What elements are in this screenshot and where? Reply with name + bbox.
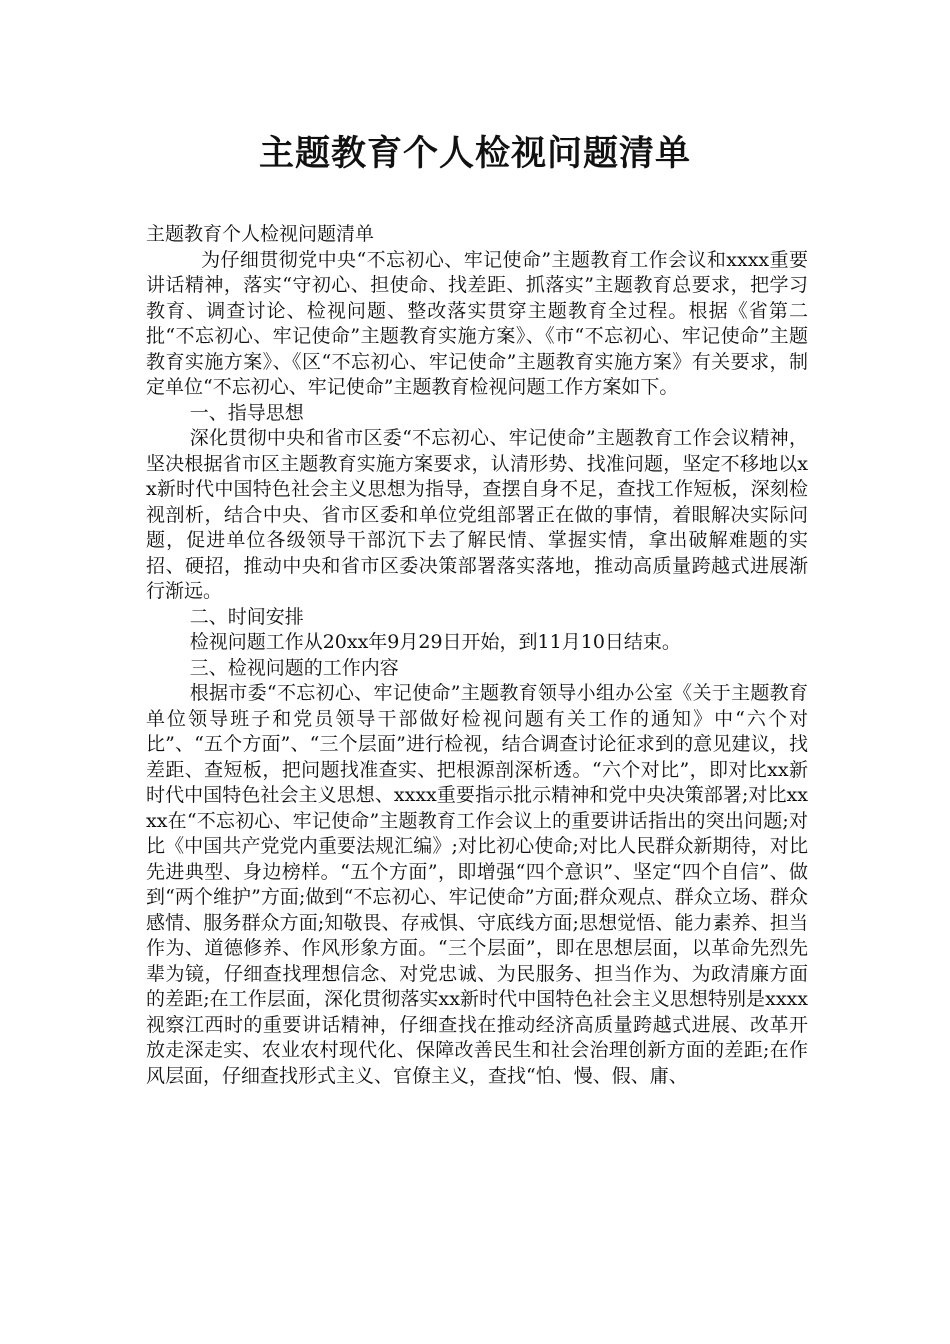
paragraph-intro: 为仔细贯彻党中央“不忘初心、牢记使命”主题教育工作会议和xxxx重要讲话精神，落实“守初心、担使命、找差距、抓落实”主题教育总要求，把学习教育、调查讨论、检视问题、整改落实贯穿主题教育全过程。根据《省第二批“不忘初心、牢记使命”主题教育实施方案》、《市“不忘初心、牢记使命”主题教育实施方案》、《区“不忘初心、牢记使命”主题教育实施方案》有关要求，制定单位“不忘初心、牢记使命”主题教育检视问题工作方案如下。 (146, 248, 808, 398)
paragraph-schedule: 检视问题工作从20xx年9月29日开始，到11月10日结束。 (189, 631, 681, 653)
section-heading-guiding-thought: 一、指导思想 (189, 401, 304, 424)
document-title: 主题教育个人检视问题清单 (258, 134, 691, 174)
document-subtitle: 主题教育个人检视问题清单 (146, 223, 375, 245)
paragraph-work-content: 根据市委“不忘初心、牢记使命”主题教育领导小组办公室《关于主题教育单位领导班子和党员领导干部做好检视问题有关工作的通知》中“六个对比”、“五个方面”、“三个层面”进行检视，结合调查讨论征求到的意见建议，找差距、查短板，把问题找准查实、把根源剖深析透。“六个对比”，即对比xx新时代中国特色社会主义思想、xxxx重要指示批示精神和党中央决策部署;对比xxxx在“不忘初心、牢记使命”主题教育工作会议上的重要讲话指出的突出问题;对比《中国共产党党内重要法规汇编》;对比初心使命;对比人民群众新期待，对比先进典型、身边榜样。“五个方面”，即增强“四个意识”、坚定“四个自信”、做到“两个维护”方面;做到“不忘初心、牢记使命”方面;群众观点、群众立场、群众感情、服务群众方面;知敬畏、存戒惧、守底线方面;思想觉悟、能力素养、担当作为、道德修养、作风形象方面。“三个层面”，即在思想层面，以革命先烈先辈为镜，仔细查找理想信念、对党忠诚、为民服务、担当作为、为政清廉方面的差距;在工作层面，深化贯彻落实xx新时代中国特色社会主义思想特别是xxxx视察江西时的重要讲话精神，仔细查找在推动经济高质量跨越式进展、改革开放走深走实、农业农村现代化、保障改善民生和社会治理创新方面的差距;在作风层面，仔细查找形式主义、官僚主义，查找“怕、慢、假、庸、 (146, 682, 808, 1087)
section-heading-work-content: 三、检视问题的工作内容 (189, 656, 399, 679)
paragraph-guiding-thought: 深化贯彻中央和省市区委“不忘初心、牢记使命”主题教育工作会议精神，坚决根据省市区主题教育实施方案要求，认清形势、找准问题，坚定不移地以xx新时代中国特色社会主义思想为指导，查摆自身不足，查找工作短板，深刻检视剖析，结合中央、省市区委和单位党组部署正在做的事情，着眼解决实际问题，促进单位各级领导干部沉下去了解民情、掌握实情，拿出破解难题的实招、硬招，推动中央和省市区委决策部署落实落地，推动高质量跨越式进展渐行渐远。 (146, 427, 808, 602)
section-heading-schedule: 二、时间安排 (189, 605, 304, 628)
document-body (146, 222, 808, 1089)
